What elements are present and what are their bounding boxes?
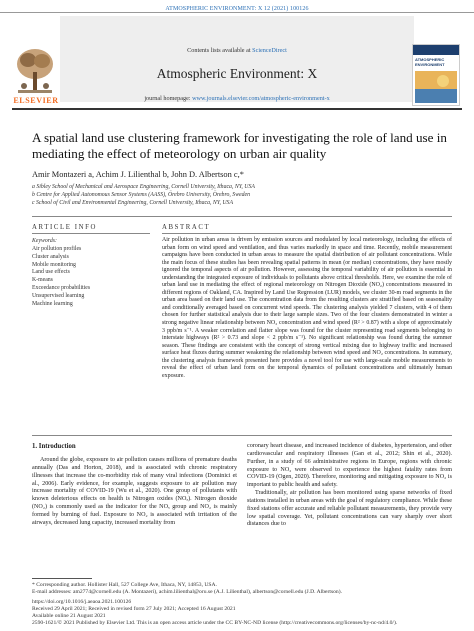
contents-prefix: Contents lists available at: [187, 47, 253, 54]
article-info-rule: [32, 233, 150, 234]
header-thick-rule: [12, 108, 462, 110]
journal-cover-thumbnail[interactable]: [412, 44, 460, 106]
abstract-rule: [162, 233, 452, 234]
email-addresses[interactable]: E-mail addresses: am2774@cornell.edu (A. Montazeri), achim.lilienthal@oru.se (A.J. Lilienthal), albertson@cornell.edu (J.D. Albertson).: [32, 589, 342, 595]
introduction-heading: 1. Introduction: [32, 443, 76, 450]
affiliation-b: b Centre for Applied Autonomous Sensor Systems (AASS), Örebro University, Örebro, Sweden: [32, 192, 251, 198]
keyword: Air pollution profiles: [32, 246, 82, 252]
introduction-right-column: [247, 443, 452, 529]
keyword: K-means: [32, 277, 53, 284]
introduction-paragraph: Traditionally, air pollution has been monitored using sparse networks of fixed stations installed in urban areas with the goal of regulatory compliance. While these fixed stations offer accurate and reliable pollutant measurements, they provide very low spatial coverage. Yet, pollutant concentrations can vary sharply over short distances due to: [247, 490, 452, 528]
cover-band: [413, 45, 459, 55]
journal-header-box: [60, 16, 414, 102]
sciencedirect-link[interactable]: ScienceDirect: [252, 47, 287, 54]
abstract-heading: ABSTRACT: [162, 224, 211, 231]
introduction-left-column: Around the globe, exposure to air pollution causes millions of premature deaths annually (Das and Horton, 2018), and is associated with chronic respiratory illnesses that increase the co-morbidity risk of many viral infections (Dominici et al., 2006). Early evidence, for example, suggests exposure to air pollution may increase mortality of COVID-19 (Wu et al., 2020). One group of pollutants with known deleterious effects on health is Nitrogen oxides (NOₓ). Nitrogen dioxide (NO₂) is commonly used as the indicator for the NOₓ group and NO₂ is mainly formed by burning of fuel. Exposure to NO₂ is associated with irritation of the airways, decreased lung capacity, increased mortality from: [32, 457, 237, 526]
abstract-bottom-rule: [32, 435, 452, 436]
keyword: Land use effects: [32, 269, 70, 276]
keyword: Cluster analysis: [32, 253, 69, 260]
author-list[interactable]: Amir Montazeri a, Achim J. Lilienthal b, John D. Albertson c,*: [32, 170, 244, 179]
doi-link[interactable]: https://doi.org/10.1016/j.aeaoa.2021.100126: [32, 599, 132, 605]
homepage-link[interactable]: www.journals.elsevier.com/atmospheric-environment-x: [192, 95, 330, 102]
license-statement[interactable]: 2590-1621/© 2021 Published by Elsevier Ltd. This is an open access article under the CC BY-NC-ND license (http://creativecommons.org/licenses/by-nc-nd/4.0/).: [32, 620, 398, 626]
journal-citation-line[interactable]: ATMOSPHERIC ENVIRONMENT: X 12 (2021) 100126: [165, 6, 309, 12]
affiliation-rule: [32, 216, 452, 217]
corresponding-author-note: * Corresponding author. Hollister Hall, 527 College Ave, Ithaca, NY, 14853, USA.: [32, 582, 217, 588]
journal-name: Atmospheric Environment: X: [156, 66, 318, 81]
article-title: A spatial land use clustering framework for investigating the role of land use in mediating the effect of meteorology on urban air quality: [32, 130, 447, 161]
received-dates: Received 29 April 2021; Received in revised form 27 July 2021; Accepted 16 August 2021: [32, 606, 236, 612]
keywords-list: [32, 246, 142, 308]
keyword: Mobile monitoring: [32, 261, 76, 268]
keyword: Exceedance probabilities: [32, 284, 91, 291]
cover-image: [413, 69, 459, 105]
cover-title: ATMOSPHERIC ENVIRONMENT: [415, 57, 445, 67]
affiliation-c: c School of Civil and Environmental Engineering, Cornell University, Ithaca, NY, USA: [32, 200, 233, 206]
elsevier-tree-logo: [12, 44, 58, 98]
header-rule: [0, 12, 474, 13]
introduction-paragraph: coronary heart disease, and increased incidence of diabetes, hypertension, and other cardiovascular and respiratory illnesses (Gan et al., 2012; Shin et al., 2020). Further, in a study of 66 administrative regions in Europe, regions with chronic exposure to NO₂ were observed to experience the highest fatality rates from COVID-19 (Ogen, 2020). Therefore, monitoring and mitigating exposure to NO₂ is important to public health and safety.: [247, 443, 452, 489]
keyword: Machine learning: [32, 300, 73, 307]
keywords-label: Keywords:: [32, 238, 57, 244]
contents-line: [0, 47, 474, 54]
journal-homepage-line: [0, 95, 474, 102]
affiliation-a: a Sibley School of Mechanical and Aerospace Engineering, Cornell University, Ithaca, NY, USA: [32, 184, 255, 190]
abstract-text: Air pollution in urban areas is driven by emission sources and modulated by local meteorology, including the effects of urban form on wind speed and ventilation, and thus varies markedly in space and time. Recently, mobile measurement campaigns have been conducted in urban areas to measure the spatial distribution of air pollutant concentrations. While the main focus of these studies has been revealing spatial patterns in mean (or median) concentrations, they have mostly ignored the temporal aspects of air pollution. However, assessing the temporal variability of air pollution is essential in understanding the integrated exposure of individuals to pollutants above critical thresholds. Here, we examine the role of urban land use in mediating the effect of regional meteorology on Nitrogen Dioxide (NO₂) concentrations measured in different regions of Oakland, CA. Inspired by Land Use Regression (LUR) models, we cluster 30-m road segments in the urban area based on their land use. The concentration data from the resulting clusters are stratified based on seasonality and conditionally averaged based on concurrent wind speeds. The clustering analysis yielded 7 clusters, with 4 of them chosen for further statistical analysis due to their large sample sizes. Two of the four clusters demonstrated in winter a strong negative linear relationship between NO₂ concentration and wind speed (R² > 0.87) with a slope of approximately 3 ppb/m s⁻¹. A weaker correlation and flatter slope was found for the cluster representing road segments belonging to interstate highways (R² > 0.73 and slope < 2 ppb/m s⁻¹). No significant relationship was found during the summer season. These findings are consistent with the concept of strong vertical mixing due to highway traffic and increased surface heat fluxes during summer weakening the relationship between wind speed and NO₂ concentrations. In summary, the clustering analysis framework presented here provides a novel tool for use with large-scale mobile measurements to reveal the effect of urban land form on the temporal dynamics of pollutant concentrations and ultimately human exposure.: [162, 237, 452, 379]
keyword: Unsupervised learning: [32, 292, 85, 299]
elsevier-wordmark: ELSEVIER: [13, 96, 59, 105]
article-info-heading: ARTICLE INFO: [32, 224, 98, 231]
available-online-date: Available online 21 August 2021: [32, 613, 106, 619]
footnote-rule: [32, 578, 92, 579]
homepage-prefix: journal homepage:: [144, 95, 193, 102]
